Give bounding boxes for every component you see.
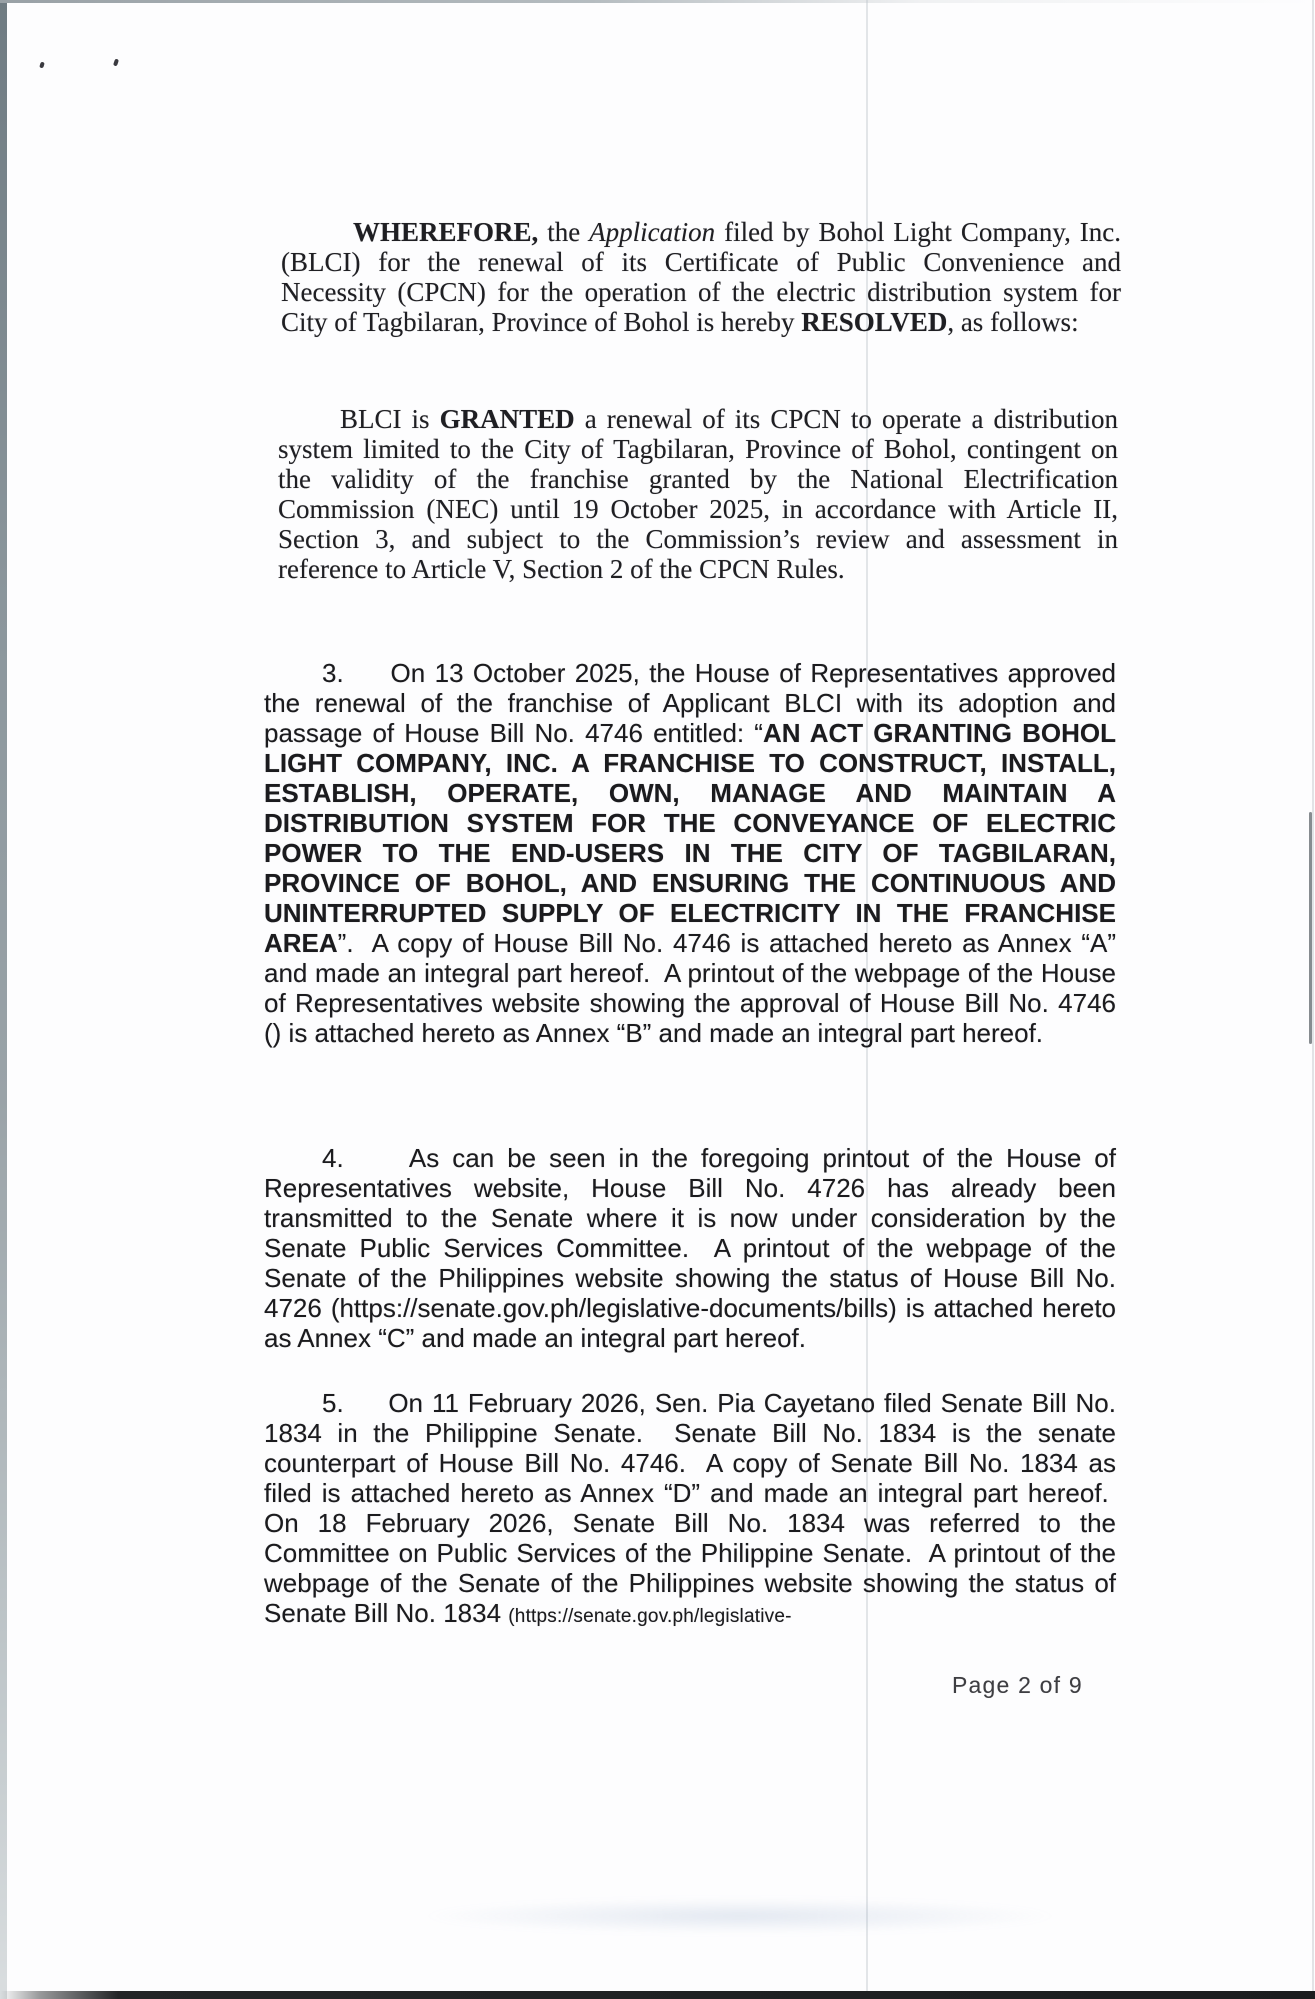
text-run: a renewal of its CPCN to operate a distribution system limited to the City of Tagbilaran, Province of Bohol, contingent on the validity of the franchise granted by the National Electrification Commission (NEC) until 19 October 2025, in accordance with Article II, Section 3, and subject to the Commission’s review and assessment in reference to Article V, Section 2 of the CPCN Rules. (278, 404, 1118, 584)
text-run: 5. On 11 February 2026, Sen. Pia Cayetano filed Senate Bill No. 1834 in the Philippine Senate. Senate Bill No. 1834 is the senate counterpart of House Bill No. 4746. A copy of Senate Bill No. 1834 as filed is attached hereto as Annex “D” and made an integral part hereof. On 18 February 2026, Senate Bill No. 1834 was referred to the Committee on Public Services of the Philippine Senate. A printout of the webpage of the Senate of the Philippines website showing the status of Senate Bill No. 1834 (264, 1388, 1116, 1628)
paragraph-wherefore (281, 217, 1121, 337)
paragraph-4-senate-transmittal (264, 1143, 1116, 1353)
text-run: filed by Bohol Light Company, Inc. (BLCI) for the renewal of its Certificate of Public Convenience and Necessity (CPCN) for the operation of the electric distribution system for City of Tagbilaran, Province of Bohol is hereby (281, 217, 1121, 337)
ink-speck (113, 59, 119, 67)
text-run: (https://senate.gov.ph/legislative- (508, 1606, 792, 1627)
text-run: , as follows: (947, 307, 1079, 337)
text-run: ”. A copy of House Bill No. 4746 is attached hereto as Annex “A” and made an integral part hereof. A printout of the webpage of the House of Representatives website showing the approval of House Bill No. 4746 ( (264, 928, 1116, 1048)
text-run: BLCI is (340, 404, 440, 434)
scan-edge-top (0, 0, 1315, 3)
scan-edge-left (0, 0, 7, 1999)
paragraph-5-senate-bill (264, 1388, 1116, 1632)
page-number: Page 2 of 9 (952, 1672, 1083, 1698)
paragraph-granted (278, 404, 1118, 584)
text-run: RESOLVED (801, 307, 948, 337)
text-run: 4. As can be seen in the foregoing printout of the House of Representatives website, House Bill No. 4726 has already been transmitted to the Senate where it is now under consideration by the Senate Public Services Committee. A printout of the webpage of the Senate of the Philippines website showing the status of House Bill No. 4726 (https://senate.gov.ph/legislative-documents/bills) is attached hereto as Annex “C” and made an integral part hereof. (264, 1143, 1116, 1353)
text-run: the (538, 217, 590, 247)
scan-edge-bottom (0, 1991, 1315, 1999)
ink-speck (39, 62, 45, 69)
scan-smudge (420, 1898, 1060, 1934)
text-run: Application (589, 217, 716, 247)
text-run: GRANTED (439, 404, 575, 434)
paragraph-3-house-bill (264, 658, 1116, 1048)
text-run: 3. On 13 October 2025, the House of Representatives approved the renewal of the franchise of Applicant BLCI with its adoption and passage of House Bill No. 4746 entitled: “ (264, 658, 1116, 748)
scan-edge-right-mark (1309, 812, 1312, 1044)
scan-edge-right (1312, 0, 1314, 1999)
text-run: ) is attached hereto as Annex “B” and made an integral part hereof. (272, 1018, 1044, 1048)
text-run: AN ACT GRANTING BOHOL LIGHT COMPANY, INC. A FRANCHISE TO CONSTRUCT, INSTALL, ESTABLISH, OPERATE, OWN, MANAGE AND MAINTAIN A DISTRIBUTION SYSTEM FOR THE CONVEYANCE OF ELECTRIC POWER TO THE END-USERS IN THE CITY OF TAGBILARAN, PROVINCE OF BOHOL, AND ENSURING THE CONTINUOUS AND UNINTERRUPTED SUPPLY OF ELECTRICITY IN THE FRANCHISE AREA (264, 718, 1116, 958)
text-run: WHEREFORE, (353, 217, 539, 247)
